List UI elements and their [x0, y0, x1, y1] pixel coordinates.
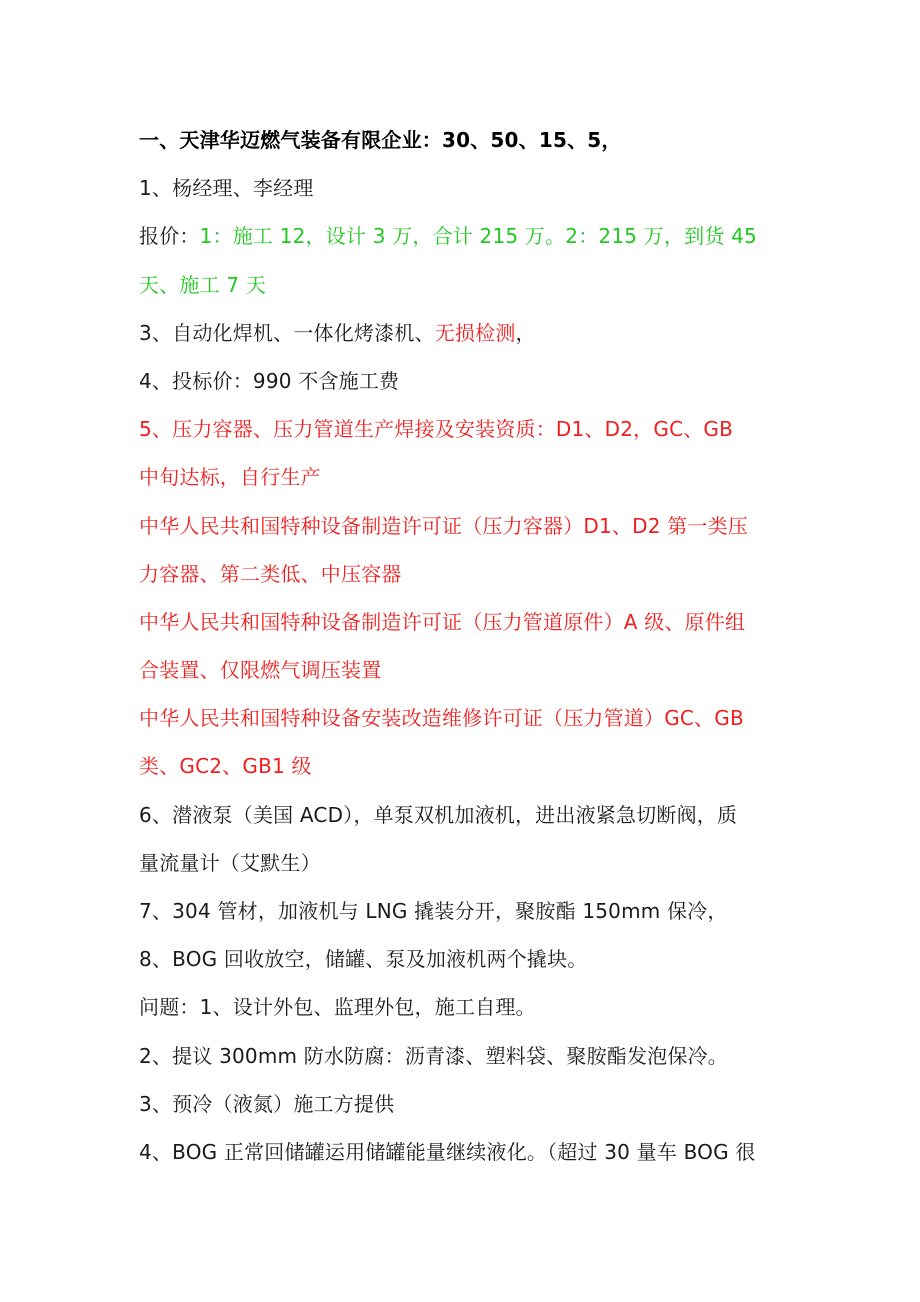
license-pipe-parts-line-2: 合装置、仅限燃气调压装置 [139, 658, 382, 683]
quote-detail: 1：施工 12，设计 3 万，合计 215 万。2：215 万，到货 45 [199, 224, 757, 249]
pump-line-2: 量流量计（艾默生） [139, 850, 321, 875]
equipment-line [139, 309, 789, 357]
issue-line-2: 2、提议 300mm 防水防腐：沥青漆、塑料袋、聚胺酯发泡保冷。 [139, 1043, 728, 1068]
license-vessel-line-2: 力容器、第二类低、中压容器 [139, 561, 402, 586]
ndt-highlight: 无损检测 [434, 320, 516, 345]
license-vessel-line-1: 中华人民共和国特种设备制造许可证（压力容器）D1、D2 第一类压 [139, 513, 749, 538]
equipment-text: 3、自动化焊机、一体化烤漆机、 [139, 320, 435, 345]
issue-line-4: 4、BOG 正常回储罐运用储罐能量继续液化。（超过 30 量车 BOG 很 [139, 1139, 756, 1164]
bog-line: 8、BOG 回收放空，储罐、泵及加液机两个撬块。 [139, 947, 588, 972]
contacts-line: 1、杨经理、李经理 [139, 176, 314, 201]
quote-label: 报价： [139, 224, 200, 249]
pump-line-1: 6、潜液泵（美国 ACD），单泵双机加液机，进出液紧急切断阀，质 [139, 802, 738, 827]
license-install-line-1: 中华人民共和国特种设备安装改造维修许可证（压力管道）GC、GB [139, 706, 744, 731]
qualification-line-1: 5、压力容器、压力管道生产焊接及安装资质：D1、D2，GC、GB [139, 417, 734, 442]
quote-line-1 [139, 212, 789, 260]
issue-line-1: 问题：1、设计外包、监理外包，施工自理。 [139, 995, 536, 1020]
license-install-line-2: 类、GC2、GB1 级 [139, 754, 312, 779]
qualification-line-2: 中旬达标，自行生产 [139, 465, 321, 490]
issue-line-3: 3、预冷（液氮）施工方提供 [139, 1091, 395, 1116]
equipment-tail: ， [515, 320, 536, 345]
document-body [139, 116, 789, 1176]
company-heading: 一、天津华迈燃气装备有限企业：30、50、15、5， [139, 128, 622, 152]
bid-price-line: 4、投标价：990 不含施工费 [139, 368, 400, 393]
license-pipe-parts-line-1: 中华人民共和国特种设备制造许可证（压力管道原件）A 级、原件组 [139, 609, 746, 634]
quote-line-2: 天、施工 7 天 [139, 272, 267, 297]
pipe-material-line: 7、304 管材，加液机与 LNG 撬装分开，聚胺酯 150mm 保冷， [139, 899, 728, 923]
